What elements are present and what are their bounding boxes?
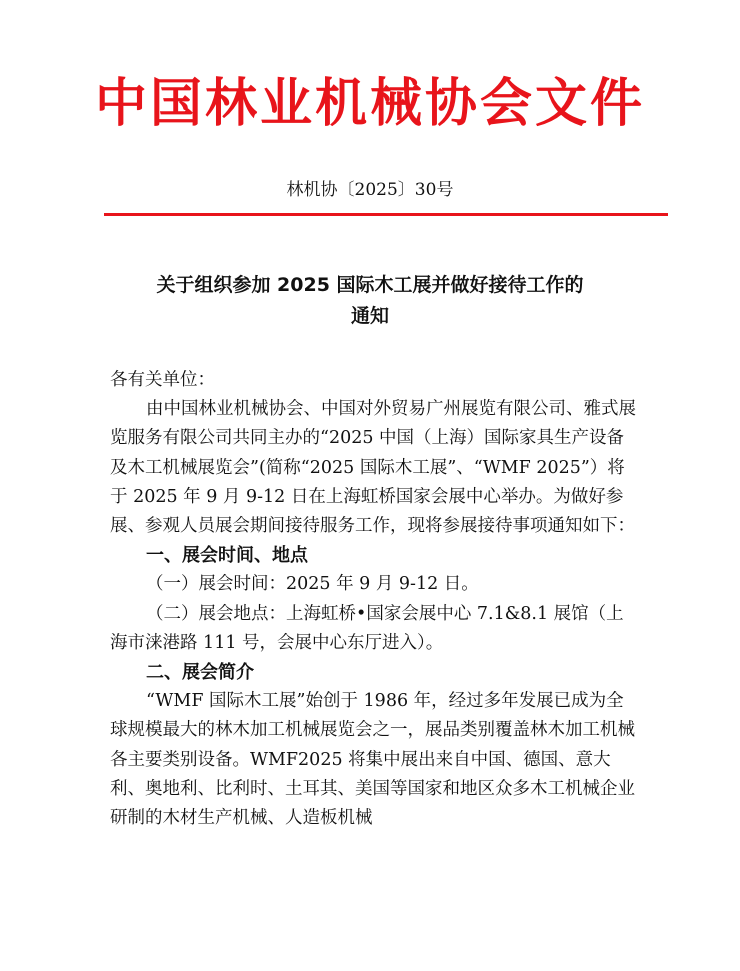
document-body (110, 366, 640, 833)
salutation: 各有关单位： (110, 370, 215, 390)
title-line-2: 通知 (350, 305, 389, 327)
document-masthead: 中国林业机械协会文件 (94, 73, 645, 134)
intro-paragraph: 由中国林业机械协会、中国对外贸易广州展览有限公司、雅式展览服务有限公司共同主办的“2025 中国（上海）国际家具生产设备及木工机械展览会”(简称“2025 国际木工展”、“WMF 2025”）将于 2025 年 9 月 9-12 日在上海虹桥国家会展中心举办。为做好参展、参观人员展会期间接待服务工作，现将参展接待事项通知如下： (110, 399, 636, 537)
section-2-paragraph: “WMF 国际木工展”始创于 1986 年，经过多年发展已成为全球规模最大的林木加工机械展览会之一，展品类别覆盖林木加工机械各主要类别设备。WMF2025 将集中展出来自中国、德国、意大利、奥地利、比利时、土耳其、美国等国家和地区众多木工机械企业研制的木材生产机械、人造板机械 (110, 691, 635, 829)
section-1-item-2: （二）展会地点：上海虹桥•国家会展中心 7.1&8.1 展馆（上海市涞港路 111 号，会展中心东厅进入）。 (110, 603, 624, 653)
document-title (100, 270, 640, 332)
red-divider-line (104, 213, 668, 216)
section-1-item-1: （一）展会时间：2025 年 9 月 9-12 日。 (146, 574, 479, 595)
title-line-1: 关于组织参加 2025 国际木工展并做好接待工作的 (156, 274, 584, 296)
section-2-heading: 二、展会简介 (146, 662, 254, 684)
section-1-heading: 一、展会时间、地点 (146, 545, 308, 567)
document-number: 林机协〔2025〕30号 (286, 180, 454, 200)
